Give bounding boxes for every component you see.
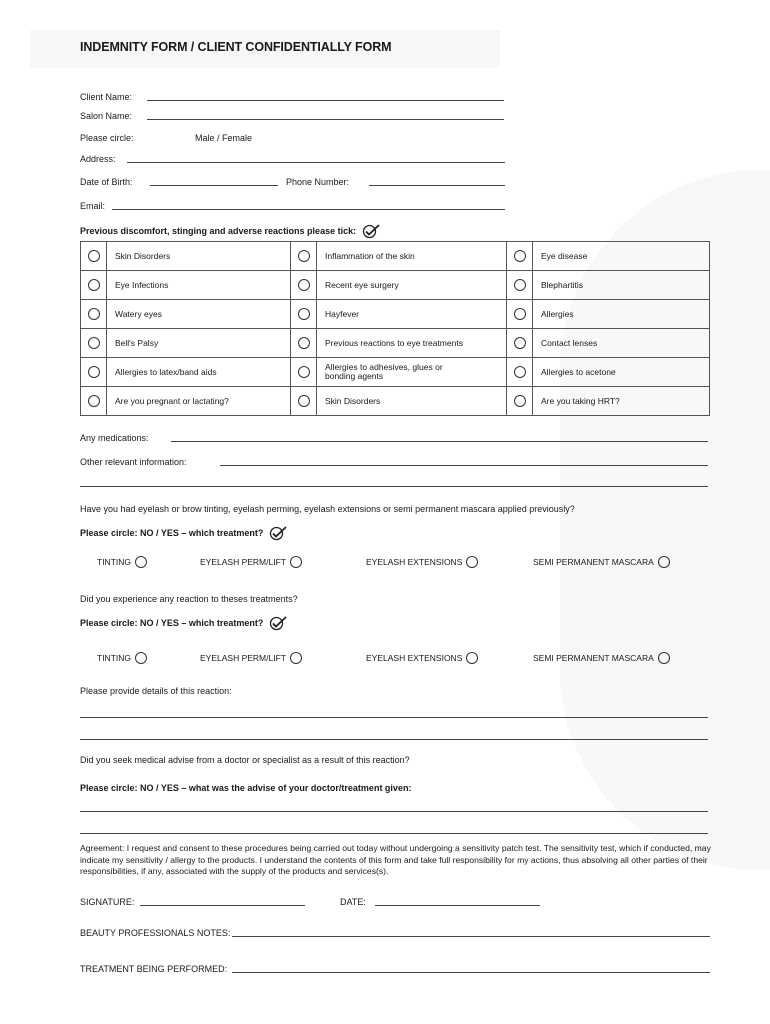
radio-circle-icon[interactable]: [298, 366, 310, 378]
option-mascara-1[interactable]: [533, 556, 670, 568]
gender-option[interactable]: Male / Female: [195, 133, 253, 143]
salon-name-label: Salon Name:: [80, 111, 133, 121]
radio-circle-icon[interactable]: [298, 395, 310, 407]
option-label: SEMI PERMANENT MASCARA: [533, 557, 654, 567]
table-row: [81, 387, 710, 416]
radio-circle-icon[interactable]: [514, 366, 526, 378]
email-label: Email:: [80, 201, 106, 211]
signature-field[interactable]: [140, 905, 305, 906]
radio-circle-icon[interactable]: [298, 250, 310, 262]
phone-label: Phone Number:: [286, 177, 350, 187]
circle-which-1: [80, 525, 287, 541]
condition-cell: Allergies to acetone: [533, 358, 710, 387]
condition-cell: Allergies to adhesives, glues or bonding agents: [317, 358, 507, 387]
please-circle-label: Please circle:: [80, 133, 134, 143]
reaction-details-field[interactable]: [80, 717, 708, 718]
discomfort-heading: [80, 223, 380, 239]
option-tinting-2[interactable]: [97, 652, 147, 664]
check-circle-icon: [269, 525, 287, 541]
table-row: [81, 242, 710, 271]
radio-circle-icon[interactable]: [88, 279, 100, 291]
option-label: TINTING: [97, 653, 131, 663]
notes-label: BEAUTY PROFESSIONALS NOTES:: [80, 928, 231, 938]
client-name-label: Client Name:: [80, 92, 133, 102]
option-label: EYELASH EXTENSIONS: [366, 653, 463, 663]
phone-field[interactable]: [369, 185, 505, 186]
option-perm-1[interactable]: [200, 556, 302, 568]
other-info-field[interactable]: [220, 465, 708, 466]
address-field[interactable]: [127, 162, 505, 163]
advise-circle-label: Please circle: NO / YES – what was the advise of your doctor/treatment given:: [80, 783, 412, 793]
radio-circle-icon[interactable]: [658, 652, 670, 664]
condition-cell: Skin Disorders: [107, 242, 291, 271]
table-row: [81, 329, 710, 358]
radio-circle-icon[interactable]: [135, 556, 147, 568]
question-reaction: Did you experience any reaction to theses treatments?: [80, 594, 298, 604]
condition-cell: Previous reactions to eye treatments: [317, 329, 507, 358]
dob-field[interactable]: [150, 185, 278, 186]
circle-which-text: Please circle: NO / YES – which treatment?: [80, 528, 264, 538]
radio-circle-icon[interactable]: [88, 250, 100, 262]
condition-cell: Hayfever: [317, 300, 507, 329]
radio-circle-icon[interactable]: [88, 308, 100, 320]
circle-which-text: Please circle: NO / YES – which treatment?: [80, 618, 264, 628]
option-extensions-1[interactable]: [366, 556, 478, 568]
salon-name-field[interactable]: [147, 119, 504, 120]
radio-circle-icon[interactable]: [135, 652, 147, 664]
circle-which-2: [80, 615, 287, 631]
advise-field[interactable]: [80, 811, 708, 812]
radio-circle-icon[interactable]: [290, 556, 302, 568]
question-medical-advise: Did you seek medical advise from a doctor or specialist as a result of this reaction?: [80, 755, 410, 765]
table-row: [81, 300, 710, 329]
medications-label: Any medications:: [80, 433, 149, 443]
condition-cell: Are you pregnant or lactating?: [107, 387, 291, 416]
condition-cell: Blephartitis: [533, 271, 710, 300]
option-mascara-2[interactable]: [533, 652, 670, 664]
radio-circle-icon[interactable]: [658, 556, 670, 568]
option-label: EYELASH PERM/LIFT: [200, 653, 286, 663]
radio-circle-icon[interactable]: [88, 366, 100, 378]
condition-cell: Are you taking HRT?: [533, 387, 710, 416]
address-label: Address:: [80, 154, 116, 164]
discomfort-heading-text: Previous discomfort, stinging and adverse reactions please tick:: [80, 226, 357, 236]
date-field[interactable]: [375, 905, 540, 906]
agreement-text: Agreement: I request and consent to these procedures being carried out today without undergoing a sensitivity patch test. The sensitivity test, which if conducted, may indicate my sensitivity / allergy to the products. I understand the contents of this form and take full responsibility for my actions, thus absolving all other parties of their responsibilities, if any, associated with the supply of the products and services(s).: [80, 843, 711, 876]
radio-circle-icon[interactable]: [290, 652, 302, 664]
condition-cell: Bell's Palsy: [107, 329, 291, 358]
radio-circle-icon[interactable]: [298, 279, 310, 291]
signature-label: SIGNATURE:: [80, 897, 135, 907]
reaction-details-field-line2[interactable]: [80, 739, 708, 740]
condition-cell: Inflammation of the skin: [317, 242, 507, 271]
option-label: EYELASH PERM/LIFT: [200, 557, 286, 567]
dob-label: Date of Birth:: [80, 177, 133, 187]
radio-circle-icon[interactable]: [514, 395, 526, 407]
option-label: SEMI PERMANENT MASCARA: [533, 653, 654, 663]
email-field[interactable]: [112, 209, 505, 210]
condition-cell: Eye Infections: [107, 271, 291, 300]
option-label: EYELASH EXTENSIONS: [366, 557, 463, 567]
table-row: [81, 358, 710, 387]
form-title: INDEMNITY FORM / CLIENT CONFIDENTIALLY FORM: [80, 40, 392, 54]
radio-circle-icon[interactable]: [298, 308, 310, 320]
radio-circle-icon[interactable]: [466, 652, 478, 664]
condition-cell: Eye disease: [533, 242, 710, 271]
radio-circle-icon[interactable]: [514, 337, 526, 349]
other-info-label: Other relevant information:: [80, 457, 187, 467]
option-tinting-1[interactable]: [97, 556, 147, 568]
conditions-table: [80, 241, 710, 416]
medications-field[interactable]: [171, 441, 708, 442]
performed-field[interactable]: [232, 972, 710, 973]
condition-cell: Skin Disorders: [317, 387, 507, 416]
condition-cell: Allergies: [533, 300, 710, 329]
performed-label: TREATMENT BEING PERFORMED:: [80, 964, 228, 974]
radio-circle-icon[interactable]: [88, 337, 100, 349]
option-extensions-2[interactable]: [366, 652, 478, 664]
check-circle-icon: [362, 223, 380, 239]
option-perm-2[interactable]: [200, 652, 302, 664]
date-label: DATE:: [340, 897, 366, 907]
radio-circle-icon[interactable]: [298, 337, 310, 349]
reaction-details-label: Please provide details of this reaction:: [80, 686, 232, 696]
radio-circle-icon[interactable]: [514, 279, 526, 291]
notes-field[interactable]: [232, 936, 710, 937]
advise-field-line2[interactable]: [80, 833, 708, 834]
radio-circle-icon[interactable]: [88, 395, 100, 407]
condition-cell: Recent eye surgery: [317, 271, 507, 300]
other-info-field-line2[interactable]: [80, 486, 708, 487]
radio-circle-icon[interactable]: [514, 308, 526, 320]
client-name-field[interactable]: [147, 100, 504, 101]
question-previous-treatments: Have you had eyelash or brow tinting, eyelash perming, eyelash extensions or semi permanent mascara applied previously?: [80, 504, 575, 514]
table-row: [81, 271, 710, 300]
condition-cell: Watery eyes: [107, 300, 291, 329]
check-circle-icon: [269, 615, 287, 631]
radio-circle-icon[interactable]: [466, 556, 478, 568]
radio-circle-icon[interactable]: [514, 250, 526, 262]
condition-cell: Allergies to latex/band aids: [107, 358, 291, 387]
condition-cell: Contact lenses: [533, 329, 710, 358]
option-label: TINTING: [97, 557, 131, 567]
